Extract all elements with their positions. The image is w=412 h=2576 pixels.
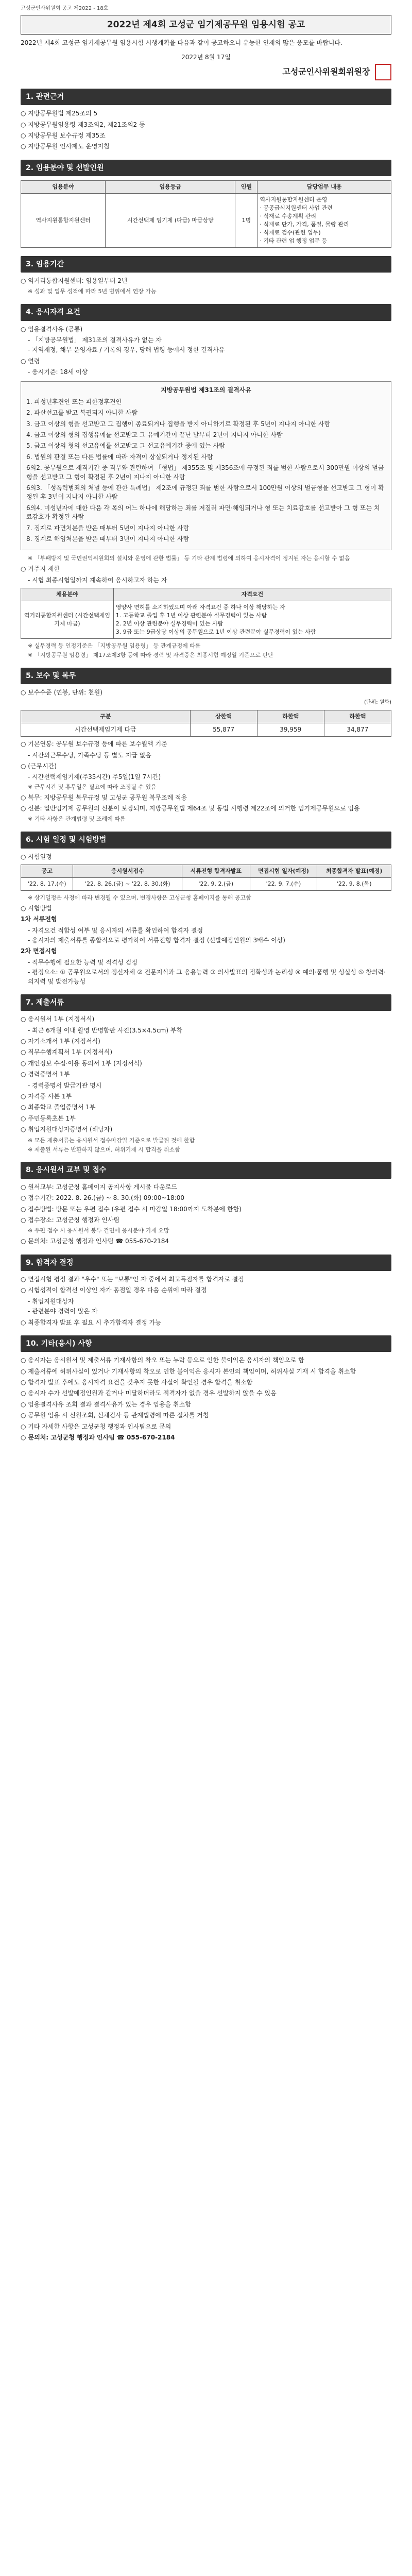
table-header: 하한액 [257, 710, 324, 723]
list-item: ○ 문의처: 고성군청 행정과 인사팀 ☎ 055-670-2184 [21, 1238, 169, 1245]
list-item: ○ 역거리통합지원센터: 임용일부터 2년 [21, 277, 128, 284]
table-header: 자격요건 [113, 588, 391, 601]
law-item: 6의3. 「성폭력범죄의 처벌 등에 관한 특례법」 제2조에 규정된 죄를 범한 사람으로서 100만원 이상의 벌금형을 선고받고 그 형이 확정된 후 3년이 지나지 아니한 사람 [26, 484, 384, 501]
section-heading-6: 6. 시험 일정 및 시험방법 [21, 832, 391, 848]
law-item: 2. 파산선고를 받고 복권되지 아니한 사람 [26, 409, 138, 417]
sec1-list [21, 109, 391, 151]
section-heading-10: 10. 기타(응시) 사항 [21, 1335, 391, 1352]
law-box [21, 381, 391, 551]
list-item: ○ 지방공무원 보수규정 제35조 [21, 132, 106, 139]
list-item: ○ 신분: 일반임기제 공무원의 신분이 보장되며, 지방공무원법 제64조 및 동법 시행령 제22조에 의거한 임기제공무원으로 임용 [21, 805, 360, 812]
list-item: ○ 지방공무원 인사제도 운영지침 [21, 143, 110, 150]
list-item: ○ 제출서류에 허위사실이 있거나 기재사항의 착오로 인한 불이익은 응시자 본인의 책임이며, 허위사실 기재 시 합격을 취소함 [21, 1367, 356, 1375]
list-item: ○ 개인정보 수집·이용 동의서 1부 (지정서식) [21, 1059, 142, 1067]
list-item: ※ 성과 및 업무 성적에 따라 5년 범위에서 연장 가능 [28, 288, 157, 295]
list-item: ○ 응시자 수가 선발예정인원과 같거나 미달하더라도 적격자가 없을 경우 선발하지 않을 수 있음 [21, 1389, 277, 1397]
list-item: ※ 「지방공무원 임용령」 제17조제3항 등에 따라 경력 및 자격증은 최종시험 예정일 기준으로 판단 [28, 651, 273, 658]
list-item: ○ 주민등록초본 1부 [21, 1114, 76, 1122]
table-header: 최종합격자 발표(예정) [317, 865, 391, 878]
section-heading-9: 9. 합격자 결정 [21, 1255, 391, 1271]
page-title: 2022년 제4회 고성군 임기제공무원 임용시험 공고 [107, 19, 305, 30]
list-item: ※ 근무시간 및 휴무일은 필요에 따라 조정될 수 있음 [28, 783, 157, 790]
issuer-name: 고성군인사위원회위원장 [282, 66, 370, 77]
table-header: 공고 [21, 865, 73, 878]
list-item: - 응시기준: 18세 이상 [28, 368, 88, 376]
list-item: ○ 원서교부: 고성군청 홈페이지 공지사항 게시물 다운로드 [21, 1183, 178, 1191]
section-heading-2: 2. 임용분야 및 선발인원 [21, 160, 391, 176]
list-item: ○ 최종합격자 발표 후 필요 시 추가합격자 결정 가능 [21, 1318, 161, 1326]
table-header: 응시원서접수 [73, 865, 182, 878]
notice-number: 고성군인사위원회 공고 제2022 - 18호 [21, 6, 109, 11]
table-header: 구분 [21, 710, 191, 723]
law-item: 1. 피성년후견인 또는 피한정후견인 [26, 398, 122, 405]
recruit-table [21, 180, 391, 248]
list-item: ○ 거주지 제한 [21, 565, 60, 573]
list-item: ※ 모든 제출서류는 응시원서 접수마감일 기준으로 발급된 것에 한함 [28, 1137, 195, 1144]
list-item: - 자격요건 적합성 여부 및 응시자의 서류를 확인하여 합격자 결정 [28, 926, 203, 934]
table-row [21, 194, 391, 248]
notice-page [15, 0, 397, 1460]
table-cell: 시간선택제임기제 다급 [21, 723, 191, 736]
list-item: 1차 서류전형 [21, 916, 57, 923]
list-item: ○ 접수장소: 고성군청 행정과 인사팀 [21, 1216, 120, 1224]
law-item: 7. 징계로 파면처분을 받은 때부터 5년이 지나지 아니한 사람 [26, 524, 190, 532]
list-item: ○ 접수방법: 방문 또는 우편 접수 (우편 접수 시 마감일 18:00까지 도착분에 한함) [21, 1205, 242, 1213]
table-cell: 55,877 [190, 723, 257, 736]
table-header: 담당업무 내용 [258, 181, 391, 194]
table-header: 하한액 [324, 710, 391, 723]
field-cell: 역사지원통합지원센터 [21, 194, 106, 248]
list-item: ○ 시험성적이 합격선 이상인 자가 동점일 경우 다음 순위에 따라 결정 [21, 1286, 207, 1294]
law-item: 5. 금고 이상의 형의 선고유예를 선고받고 그 선고유예기간 중에 있는 사람 [26, 442, 225, 450]
table-header: 채용분야 [21, 588, 114, 601]
law-item: 8. 징계로 해임처분을 받은 때부터 3년이 지나지 아니한 사람 [26, 535, 190, 543]
list-item: - 평정요소: ① 공무원으로서의 정신자세 ② 전문지식과 그 응용능력 ③ 의사발표의 정확성과 논리성 ④ 예의·품행 및 성실성 ⑤ 창의력·의지력 및 발전가능성 [28, 969, 386, 985]
list-item: ※ 제출된 서류는 반환하지 않으며, 허위기재 시 합격을 취소함 [28, 1146, 180, 1153]
list-item: - 최근 6개월 이내 촬영 반명함판 사진(3.5×4.5cm) 부착 [28, 1026, 183, 1034]
list-item: - 경력증명서 발급기관 명시 [28, 1081, 102, 1089]
law-box-title: 지방공무원법 제31조의 결격사유 [161, 386, 251, 394]
list-item: ○ 합격자 발표 후에도 응시자격 요건을 갖추지 못한 사실이 확인될 경우 합격을 취소함 [21, 1379, 253, 1386]
qual-text-cell: 영양사 면허를 소지하였으며 아래 자격요건 중 하나 이상 해당하는 자 1. 고등학교 졸업 후 1년 이상 관련분야 실무경력이 있는 사람 2. 2년 이상 관련분야 실무경력이 있는 사람 3. 9급 또는 9급상당 이상의 공무원으로 1년 이상 관련분야 실무경력이 있는 사람 [113, 601, 391, 639]
schedule-table [21, 865, 391, 891]
list-item: ○ 최종학교 졸업증명서 1부 [21, 1104, 96, 1111]
list-item: ○ 임용결격사유 (공통) [21, 325, 83, 333]
schedule-label: ○ 시험일정 [21, 853, 52, 860]
list-item: ○ 기타 자세한 사항은 고성군청 행정과 인사팀으로 문의 [21, 1422, 171, 1430]
list-item: ○ 임용결격사유 조회 결과 결격사유가 있는 경우 임용을 취소함 [21, 1400, 191, 1408]
list-item: ○ 응시자는 응시원서 및 제출서류 기재사항의 착오 또는 누락 등으로 인한 불이익은 응시자의 책임으로 함 [21, 1357, 304, 1364]
table-header: 인원 [235, 181, 258, 194]
table-cell: '22. 8. 26.(금) ~ '22. 8. 30.(화) [73, 878, 182, 891]
list-item: ○ 공무원 임용 시 신원조회, 신체검사 등 관계법령에 따른 절차를 거침 [21, 1412, 209, 1419]
list-item: ※ 기타 사항은 관계법령 및 조례에 따름 [28, 816, 126, 823]
list-item: ※ 상기일정은 사정에 따라 변경될 수 있으며, 변경사항은 고성군청 홈페이지를 통해 공고함 [28, 894, 251, 901]
table-row [21, 601, 391, 639]
list-item: ○ 자기소개서 1부 (지정서식) [21, 1038, 100, 1045]
list-item: - 시간외근무수당, 가족수당 등 별도 지급 없음 [28, 751, 151, 759]
list-item: ○ 자격증 사본 1부 [21, 1093, 72, 1100]
section-heading-4: 4. 응시자격 요건 [21, 304, 391, 320]
list-item: ○ 접수기간: 2022. 8. 26.(금) ~ 8. 30.(화) 09:00~18:00 [21, 1194, 185, 1202]
count-cell: 1명 [235, 194, 258, 248]
list-item: ※ 실무경력 등 인정기준은 「지방공무원 임용령」 등 관계규정에 따름 [28, 642, 201, 649]
law-item: 3. 금고 이상의 형을 선고받고 그 집행이 종료되거나 집행을 받지 아니하기로 확정된 후 5년이 지나지 아니한 사람 [26, 420, 331, 428]
table-cell: 39,959 [257, 723, 324, 736]
list-item: ○ 기본연봉: 공무원 보수규정 등에 따른 보수월액 기준 [21, 740, 167, 748]
title-box [21, 15, 391, 35]
issuer [21, 64, 391, 80]
list-item: - 「지방공무원법」 제31조의 결격사유가 없는 자 [28, 336, 162, 344]
list-item: ※ 「부패방지 및 국민권익위원회의 설치와 운영에 관한 법률」 등 기타 관계 법령에 의하여 응시자격이 정지된 자는 응시할 수 없음 [28, 555, 350, 562]
table-header: 서류전형 합격자발표 [182, 865, 250, 878]
section-heading-7: 7. 제출서류 [21, 994, 391, 1011]
list-item: ○ 응시원서 1부 (지정서식) [21, 1015, 95, 1023]
table-row [21, 878, 391, 891]
list-item: - 시험 최종시험일까지 계속하여 응시하고자 하는 자 [28, 576, 167, 584]
list-item: - 관련분야 경력이 많은 자 [28, 1308, 98, 1315]
list-item: ○ 시험방법 [21, 904, 52, 912]
list-item: - 취업지원대상자 [28, 1297, 74, 1305]
table-cell: '22. 9. 7.(수) [250, 878, 317, 891]
pay-label: ○ 보수수준 (연봉, 단위: 천원) [21, 688, 102, 696]
table-cell: '22. 9. 8.(목) [317, 878, 391, 891]
table-cell: 34,877 [324, 723, 391, 736]
section-heading-5: 5. 보수 및 복무 [21, 668, 391, 684]
law-item: 4. 금고 이상의 형의 집행유예를 선고받고 그 유예기간이 끝난 날부터 2년이 지나지 아니한 사람 [26, 431, 283, 439]
official-seal-icon [375, 64, 391, 80]
table-cell: '22. 9. 2.(금) [182, 878, 250, 891]
list-item: ○ 취업지원대상자증명서 (해당자) [21, 1126, 113, 1133]
table-header: 임용등급 [106, 181, 235, 194]
law-item: 6의4. 미성년자에 대한 다음 각 목의 어느 하나에 해당하는 죄를 저질러 파면·해임되거나 형 또는 치료감호를 선고받아 그 형 또는 치료감호가 확정된 사람 [26, 504, 380, 521]
list-item: ○ 경력증명서 1부 [21, 1071, 70, 1078]
section-heading-3: 3. 임용기간 [21, 256, 391, 273]
list-item: ○ 지방공무원법 제25조의 5 [21, 110, 98, 117]
list-item: - 시간선택제임기제(주35시간) 주5일(1일 7시간) [28, 773, 161, 781]
qual-field-cell: 역거리통합지원센터 (시간선택제임기제 마급) [21, 601, 114, 639]
list-item: ○ 면접시험 평정 결과 "우수" 또는 "보통"인 자 중에서 최고득점자를 합격자로 결정 [21, 1275, 244, 1283]
table-cell: '22. 8. 17.(수) [21, 878, 73, 891]
table-header: 임용분야 [21, 181, 106, 194]
qualification-table [21, 588, 391, 639]
list-item: 2차 면접시험 [21, 947, 57, 955]
law-item: 6. 법원의 판결 또는 다른 법률에 따라 자격이 상실되거나 정지된 사람 [26, 453, 213, 461]
section-heading-1: 1. 관련근거 [21, 89, 391, 105]
list-item: ○ (근무시간) [21, 762, 57, 770]
list-item: ○ 연령 [21, 357, 40, 365]
list-item: ○ 지방공무원임용령 제3조의2, 제21조의2 등 [21, 121, 145, 128]
list-item: - 응시자의 제출서류를 종합적으로 평가하여 서류전형 합격자 결정 (선발예정인원의 3배수 이상) [28, 937, 285, 944]
notice-date: 2022년 8월 17일 [181, 53, 231, 61]
list-item: ○ 직무수행계획서 1부 (지정서식) [21, 1048, 113, 1056]
intro-text: 2022년 제4회 고성군 임기제공무원 임용시험 시행계획을 다음과 같이 공고하오니 유능한 인재의 많은 응모를 바랍니다. [21, 39, 342, 47]
law-item: 6의2. 공무원으로 재직기간 중 직무와 관련하여 「형법」 제355조 및 제356조에 규정된 죄를 범한 사람으로서 300만원 이상의 벌금형을 선고받고 그 형이 확정된 후 2년이 지나지 아니한 사람 [26, 464, 384, 481]
pay-unit: (단위: 원화) [364, 700, 391, 706]
table-header: 상한액 [190, 710, 257, 723]
list-item: - 지역재정, 채무 운영자료 / 기록의 경우, 당해 법령 등에서 정한 결격사유 [28, 346, 225, 354]
list-item: ○ 복무: 지방공무원 복무규정 및 고성군 공무원 복무조례 적용 [21, 793, 187, 801]
grade-cell: 시간선택제 임기제 (다급) 마급상당 [106, 194, 235, 248]
list-item: - 직무수행에 필요한 능력 및 적격성 검정 [28, 958, 138, 966]
section-heading-8: 8. 응시원서 교부 및 접수 [21, 1162, 391, 1178]
list-item: ※ 우편 접수 시 응시원서 봉투 겉면에 응시분야 기재 요망 [28, 1227, 169, 1234]
duties-cell: 역사지원통합지원센터 운영 · 공공급식지원센터 사업 관련 · 식재료 수송계획 관리 · 식재료 단가, 가격, 품질, 물량 관리 · 식재료 검수(관련 업무) · 기타 관련 업 행정 업무 등 [258, 194, 391, 248]
table-row [21, 723, 391, 736]
pay-table [21, 710, 391, 737]
list-item: ○ 문의처: 고성군청 행정과 인사팀 ☎ 055-670-2184 [21, 1433, 175, 1441]
table-header: 면접시험 일자(예정) [250, 865, 317, 878]
